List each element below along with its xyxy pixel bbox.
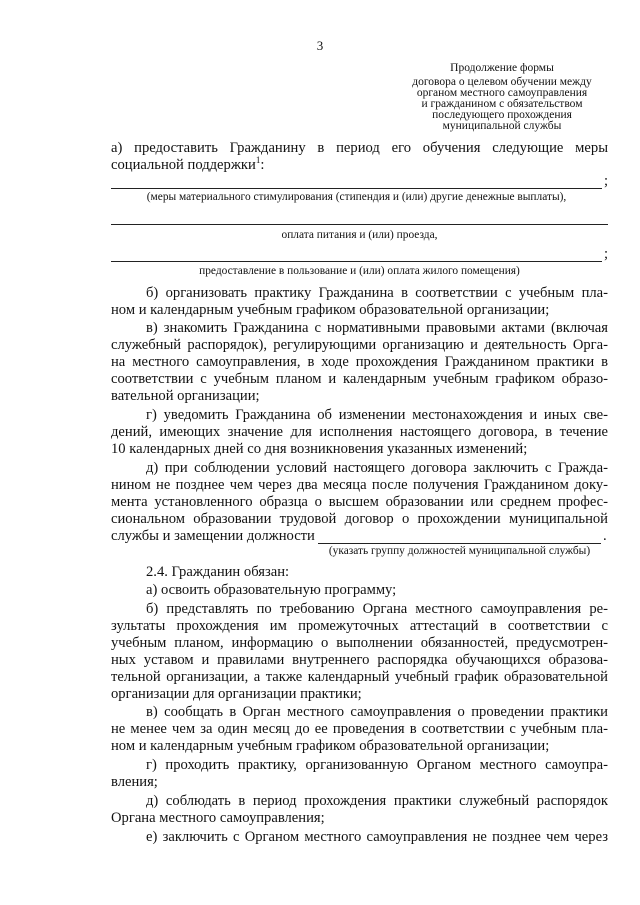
line-end-punct: ; xyxy=(604,173,609,189)
paragraph-line: Органа местного самоуправления; xyxy=(111,810,325,826)
paragraph-line: соответствии с учебным планом и календарным учебным графиком образо- xyxy=(111,371,608,387)
paragraph-line: службы и замещении должности xyxy=(111,528,315,544)
paragraph-line: вления; xyxy=(111,774,158,790)
paragraph-line: в) сообщать в Орган местного самоуправления о проведении практики xyxy=(146,704,608,720)
paragraph-line: нином не позднее чем через два месяца после получения Гражданином доку- xyxy=(111,477,608,493)
paragraph-line: д) при соблюдении условий настоящего договора заключить с Гражда- xyxy=(146,460,608,476)
paragraph-line: б) представлять по требованию Органа местного самоуправления ре- xyxy=(146,601,608,617)
line-end-punct: . xyxy=(603,528,607,544)
paragraph-line: тельной организации, а также календарный учебный график образовательной xyxy=(111,669,608,685)
paragraph-line: 10 календарных дней со дня возникновения указанных изменений; xyxy=(111,441,528,457)
paragraph-line: зультаты прохождения им промежуточных аттестаций в соответствии с xyxy=(111,618,608,634)
continuation-line: муниципальной службы xyxy=(442,120,562,132)
footnote-ref: 1 xyxy=(255,155,261,166)
continuation-line: договора о целевом обучении между xyxy=(412,76,592,88)
field-caption: (указать группу должностей муниципальной службы) xyxy=(328,545,591,557)
paragraph-line: ных уставом и правилами внутреннего распорядка обучающихся образова- xyxy=(111,652,608,668)
paragraph-line: г) проходить практику, организованную Органом местного самоупра- xyxy=(146,757,608,773)
paragraph-line: е) заключить с Органом местного самоуправления не позднее чем через xyxy=(146,829,608,845)
paragraph-line: д) соблюдать в период прохождения практики служебный распорядок xyxy=(146,793,608,809)
paragraph-line: организации для организации практики; xyxy=(111,686,362,702)
paragraph-line: вательной организации; xyxy=(111,388,260,404)
continuation-line: органом местного самоуправления xyxy=(416,87,588,99)
paragraph-line: не менее чем за один месяц до ее проведения в соответствии с учебным пла- xyxy=(111,721,608,737)
continuation-line: последующего прохождения xyxy=(432,109,572,121)
paragraph-line xyxy=(111,157,264,174)
field-caption: оплата питания и (или) проезда, xyxy=(281,229,438,241)
fill-in-line xyxy=(111,261,602,262)
paragraph-line: б) организовать практику Гражданина в соответствии с учебным пла- xyxy=(146,285,608,301)
line-end-punct: ; xyxy=(604,246,609,262)
page-number: 3 xyxy=(316,38,324,53)
fill-in-line xyxy=(111,224,608,225)
section-heading: 2.4. Гражданин обязан: xyxy=(146,564,290,580)
continuation-line: Продолжение формы xyxy=(450,62,554,74)
field-caption: (меры материального стимулирования (стипендия и (или) другие денежные выплаты), xyxy=(146,191,567,203)
paragraph-line: учебным планом, информацию о выполнении обязанностей, предусмотрен- xyxy=(111,635,608,651)
paragraph-line: сиональном образовании трудовой договор о прохождении муниципальной xyxy=(111,511,608,527)
paragraph-line: служебный распорядок), регулирующими организацию и деятельность Орга- xyxy=(111,337,608,353)
paragraph-line: мента установленного образца о высшем образовании или среднем профес- xyxy=(111,494,608,510)
paragraph-line: дений, имеющих значение для исполнения настоящего договора, в течение xyxy=(111,424,608,440)
paragraph-line: а) предоставить Гражданину в период его обучения следующие меры xyxy=(111,140,608,156)
paragraph-text: : xyxy=(260,157,265,173)
paragraph-line: а) освоить образовательную программу; xyxy=(146,582,397,598)
field-caption: предоставление в пользование и (или) оплата жилого помещения) xyxy=(199,265,520,277)
paragraph-line: на местного самоуправления, в ходе прохождения Гражданином практики в xyxy=(111,354,608,370)
paragraph-line: г) уведомить Гражданина об изменении местонахождения и иных све- xyxy=(146,407,608,423)
paragraph-line: ном и календарным учебным графиком образовательной организации; xyxy=(111,302,550,318)
paragraph-text: социальной поддержки xyxy=(111,157,256,173)
fill-in-line xyxy=(318,543,601,544)
paragraph-line: ном и календарным учебным графиком образовательной организации; xyxy=(111,738,550,754)
continuation-line: и гражданином с обязательством xyxy=(421,98,583,110)
paragraph-line: в) знакомить Гражданина с нормативными правовыми актами (включая xyxy=(146,320,608,336)
fill-in-line xyxy=(111,188,602,189)
